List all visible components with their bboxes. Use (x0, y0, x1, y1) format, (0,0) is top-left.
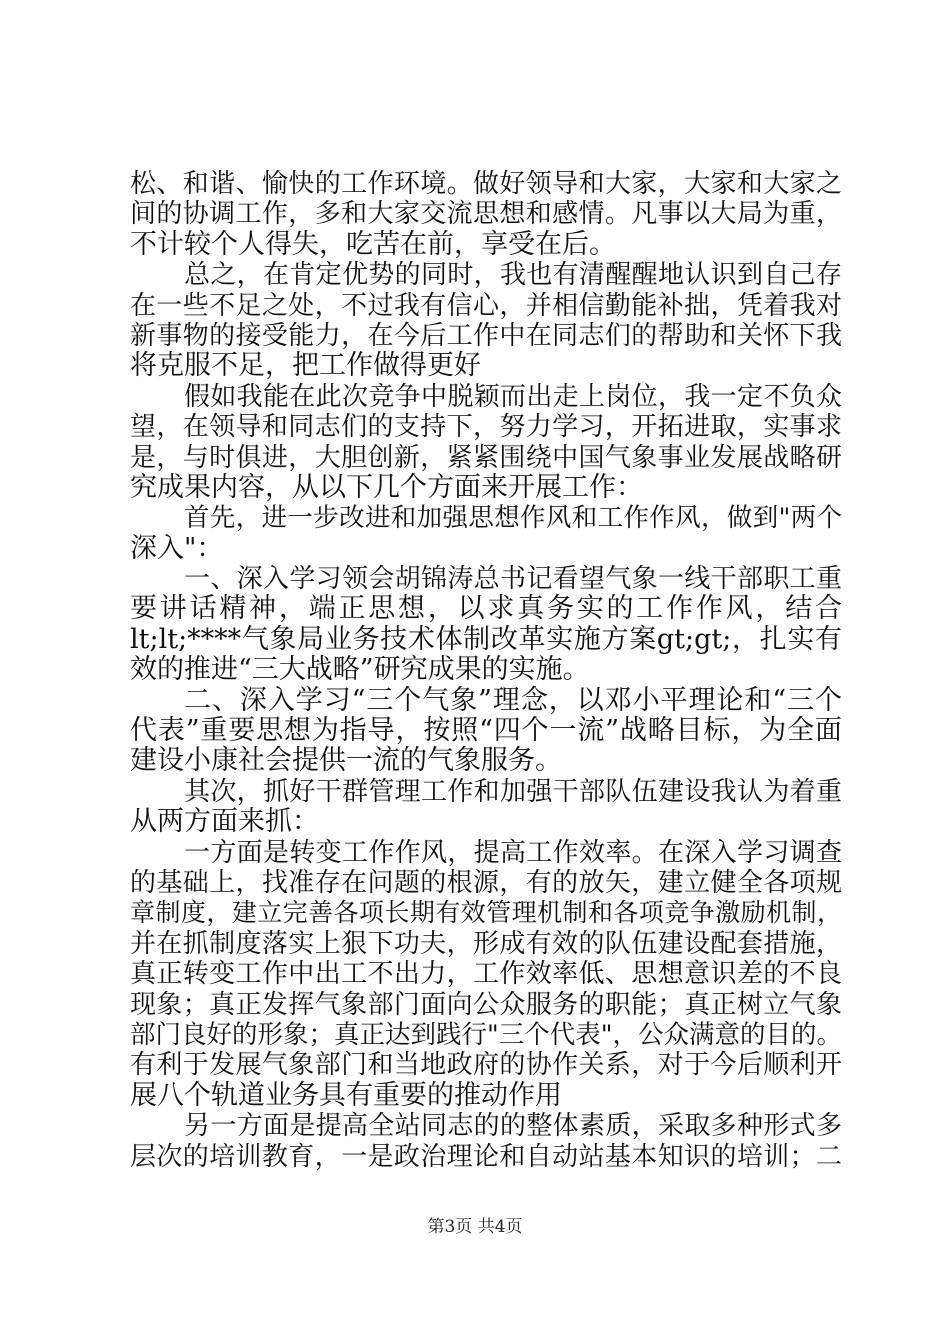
text-line: 松、和谐、愉快的工作环境。做好领导和大家，大家和大家之 (130, 169, 842, 199)
text-line: 究成果内容，从以下几个方面来开展工作： (130, 471, 643, 503)
text-line: 二、深入学习“三个气象”理念，以邓小平理论和“三个 (184, 684, 842, 716)
text-line: 展八个轨道业务具有重要的推动作用 (130, 1079, 562, 1111)
text-line: 建设小康社会提供一流的气象服务。 (130, 745, 562, 777)
text-line: 要讲话精神，端正思想，以求真务实的工作作风，结合 (130, 593, 842, 625)
text-line: 假如我能在此次竞争中脱颖而出走上岗位，我一定不负众 (184, 381, 842, 412)
text-line: 将克服不足，把工作做得更好 (130, 350, 481, 382)
text-line: 总之，在肯定优势的同时，我也有清醒醒地认识到自己存 (184, 260, 842, 291)
text-line: 部门良好的形象；真正达到践行"三个代表"，公众满意的目的。 (130, 1019, 842, 1050)
text-line: 在一些不足之处，不过我有信心，并相信勤能补拙，凭着我对 (130, 290, 842, 321)
text-line: 代表”重要思想为指导，按照“四个一流”战略目标，为全面 (130, 715, 842, 747)
text-line: 有利于发展气象部门和当地政府的协作关系，对于今后顺利开 (130, 1050, 842, 1081)
body-text (130, 169, 842, 1172)
text-line: 章制度，建立完善各项长期有效管理机制和各项竞争激励机制， (130, 898, 842, 928)
text-line: 间的协调工作，多和大家交流思想和感情。凡事以大局为重， (130, 199, 842, 230)
text-line: 新事物的接受能力，在今后工作中在同志们的帮助和关怀下我 (130, 320, 842, 351)
text-line: 效的推进“三大战略”研究成果的实施。 (130, 654, 590, 686)
text-line: 望，在领导和同志们的支持下，努力学习，开拓进取，实事求 (130, 412, 842, 443)
text-line: 的基础上，找准存在问题的根源，有的放矢，建立健全各项规 (130, 867, 842, 898)
text-line: 首先，进一步改进和加强思想作风和工作作风，做到"两个 (184, 503, 842, 534)
text-line: 一、深入学习领会胡锦涛总书记看望气象一线干部职工重 (184, 564, 842, 595)
text-line: 是，与时俱进，大胆创新，紧紧围绕中国气象事业发展战略研 (130, 442, 842, 473)
text-line: 层次的培训教育，一是政治理论和自动站基本知识的培训；二 (130, 1141, 842, 1172)
text-line: 另一方面是提高全站同志的的整体素质，采取多种形式多 (184, 1111, 842, 1142)
text-line: 不计较个人得失，吃苦在前，享受在后。 (130, 228, 616, 260)
text-line: 其次，抓好干群管理工作和加强干部队伍建设我认为着重 (184, 776, 842, 807)
text-line: 并在抓制度落实上狠下功夫，形成有效的队伍建设配套措施， (130, 928, 842, 959)
text-line: 深入"： (130, 532, 224, 564)
text-line: 真正转变工作中出工不出力，工作效率低、思想意识差的不良 (130, 959, 842, 990)
text-line: 一方面是转变工作作风，提高工作效率。在深入学习调查 (184, 837, 842, 868)
text-line: 现象；真正发挥气象部门面向公众服务的职能；真正树立气象 (130, 989, 842, 1020)
page-footer: 第3页 共4页 (427, 1217, 523, 1237)
text-line: 从两方面来抓： (130, 806, 319, 838)
text-line: lt;lt;****气象局业务技术体制改革实施方案gt;gt;，扎实有 (130, 623, 842, 655)
